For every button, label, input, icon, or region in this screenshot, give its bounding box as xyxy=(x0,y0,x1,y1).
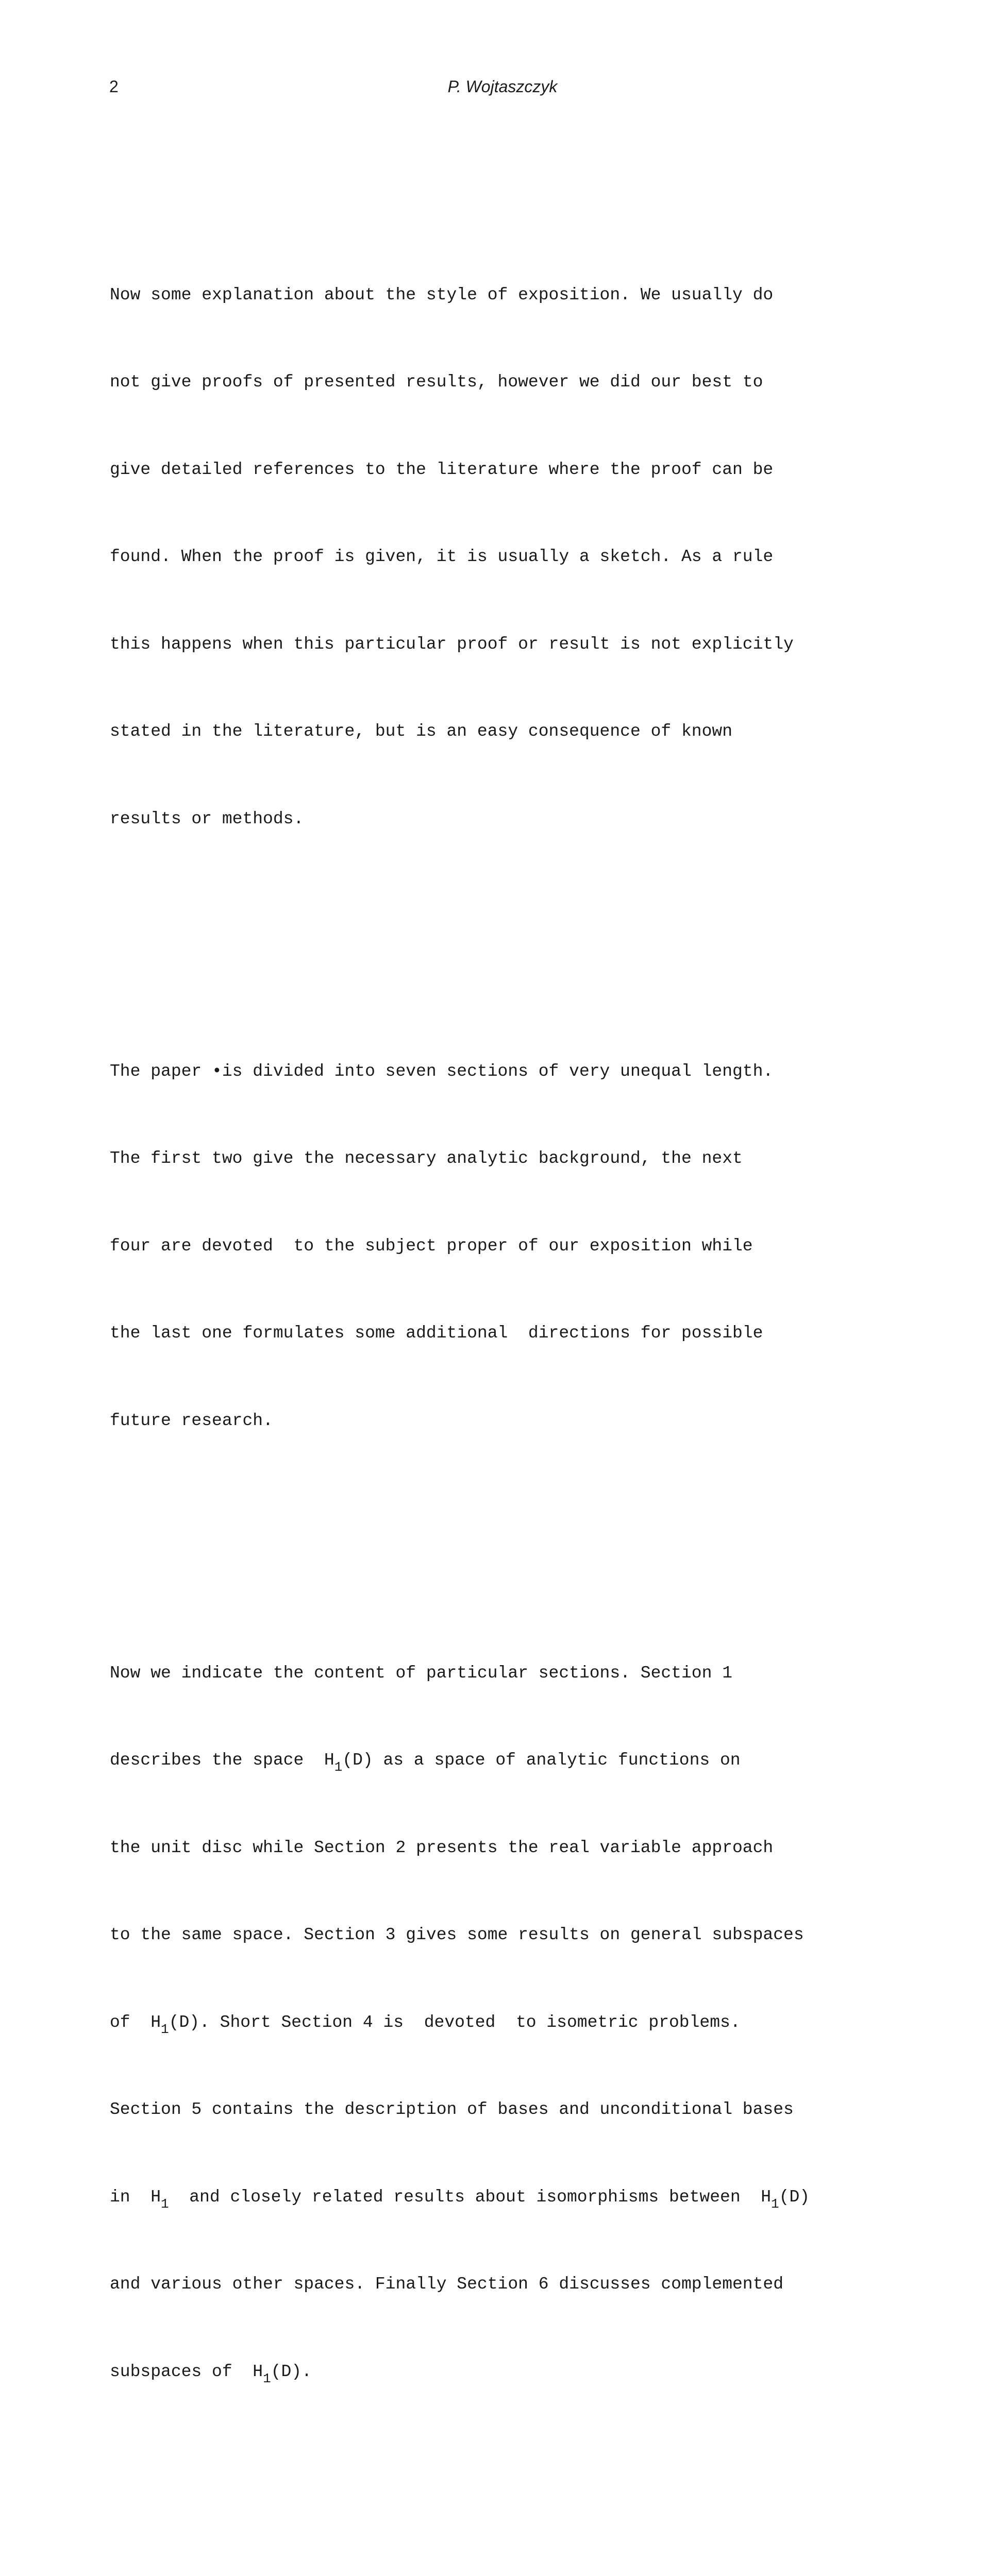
text-line: Now some explanation about the style of exposition. We usually do xyxy=(110,281,914,310)
text-fragment: of H xyxy=(110,2013,161,2032)
text-line: give detailed references to the literature where the proof can be xyxy=(110,455,914,485)
page-number: 2 xyxy=(109,77,119,96)
paragraph-paper-structure xyxy=(110,999,914,1494)
text-line: Now we indicate the content of particular sections. Section 1 xyxy=(110,1659,914,1688)
text-fragment: subspaces of H xyxy=(110,2362,263,2381)
text-fragment: describes the space H xyxy=(110,1751,334,1770)
text-fragment: (D) xyxy=(779,2188,810,2207)
document-body xyxy=(110,135,914,2576)
text-line: future research. xyxy=(110,1406,914,1436)
text-line: not give proofs of presented results, however we did our best to xyxy=(110,368,914,397)
text-line: results or methods. xyxy=(110,805,914,834)
text-line xyxy=(110,2008,914,2038)
page-header xyxy=(109,77,896,98)
text-line: the last one formulates some additional directions for possible xyxy=(110,1319,914,1348)
text-line xyxy=(110,2183,914,2212)
text-line: Section 5 contains the description of bases and unconditional bases xyxy=(110,2095,914,2125)
running-head: P. Wojtaszczyk xyxy=(109,77,896,96)
text-line: four are devoted to the subject proper of our exposition while xyxy=(110,1232,914,1261)
text-fragment: in H xyxy=(110,2188,161,2207)
paragraph-style-of-exposition xyxy=(110,223,914,892)
text-line: the unit disc while Section 2 presents the real variable approach xyxy=(110,1834,914,1863)
text-line: to the same space. Section 3 gives some results on general subspaces xyxy=(110,1921,914,1950)
text-line: The paper •is divided into seven sections of very unequal length. xyxy=(110,1057,914,1087)
text-line xyxy=(110,1746,914,1775)
section-heading xyxy=(110,2552,914,2576)
text-line: stated in the literature, but is an easy consequence of known xyxy=(110,717,914,747)
text-fragment: (D). Short Section 4 is devoted to isometric problems. xyxy=(169,2013,741,2032)
text-fragment: (D) as a space of analytic functions on xyxy=(342,1751,740,1770)
text-line: this happens when this particular proof or result is not explicitly xyxy=(110,630,914,659)
text-line: The first two give the necessary analytic background, the next xyxy=(110,1144,914,1174)
paragraph-section-contents xyxy=(110,1601,914,2445)
subscript: 1 xyxy=(771,2196,779,2212)
subscript: 1 xyxy=(334,1759,343,1775)
text-fragment: (D). xyxy=(271,2362,312,2381)
text-line: and various other spaces. Finally Section 6 discusses complemented xyxy=(110,2270,914,2299)
subscript: 1 xyxy=(161,2196,169,2212)
text-fragment: and closely related results about isomorphisms between H xyxy=(169,2188,771,2207)
subscript: 1 xyxy=(263,2371,271,2386)
subscript: 1 xyxy=(161,2022,169,2037)
text-line: found. When the proof is given, it is usually a sketch. As a rule xyxy=(110,543,914,572)
text-line xyxy=(110,2358,914,2387)
